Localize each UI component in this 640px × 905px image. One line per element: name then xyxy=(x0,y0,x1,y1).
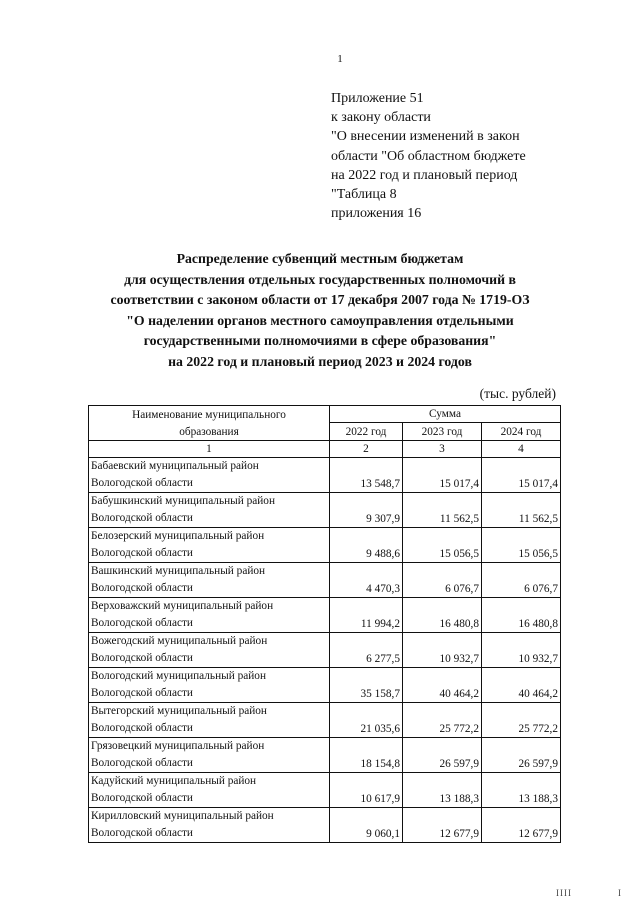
amount-cell-2024: 40 464,2 xyxy=(482,668,561,703)
annex-line: на 2022 год и плановый период xyxy=(331,167,518,183)
table-row xyxy=(89,668,561,703)
title-line: соответствии с законом области от 17 декабря 2007 года № 1719-ОЗ xyxy=(110,292,530,308)
amount-cell-2024: 15 017,4 xyxy=(482,458,561,493)
table-row xyxy=(89,808,561,843)
table-row xyxy=(89,773,561,808)
annex-line: области "Об областном бюджете xyxy=(331,148,526,164)
subvention-table xyxy=(88,405,561,843)
title-line: Распределение субвенций местным бюджетам xyxy=(176,251,464,266)
amount-cell-2023: 15 056,5 xyxy=(403,528,482,563)
annex-header xyxy=(331,89,621,223)
amount-cell-2024: 11 562,5 xyxy=(482,493,561,528)
title-line: на 2022 год и плановый период 2023 и 2024 годов xyxy=(168,353,472,369)
municipality-name-line: Вологодской области xyxy=(91,722,193,734)
municipality-name-line: Вологодской области xyxy=(91,582,193,594)
table-row xyxy=(89,703,561,738)
municipality-name-line: Грязовецкий муниципальный район xyxy=(91,740,265,752)
municipality-name-line: Вологодской области xyxy=(91,792,193,804)
amount-cell-2024: 15 056,5 xyxy=(482,528,561,563)
municipality-name-line: Вологодской области xyxy=(91,687,193,699)
name-header-line: образования xyxy=(179,425,239,438)
column-number: 3 xyxy=(403,441,482,458)
municipality-name-cell xyxy=(89,493,330,528)
amount-cell-2024: 10 932,7 xyxy=(482,633,561,668)
municipality-name-line: Вологодской области xyxy=(91,757,193,769)
column-number: 2 xyxy=(330,441,403,458)
annex-line: "О внесении изменений в закон xyxy=(331,129,520,145)
document-title xyxy=(60,249,580,373)
amount-cell-2022: 9 307,9 xyxy=(330,493,403,528)
amount-cell-2023: 12 677,9 xyxy=(403,808,482,843)
column-number: 4 xyxy=(482,441,561,458)
name-column-header xyxy=(89,406,330,441)
municipality-name-cell xyxy=(89,808,330,843)
amount-cell-2023: 26 597,9 xyxy=(403,738,482,773)
amount-cell-2023: 16 480,8 xyxy=(403,598,482,633)
year-header: 2022 год xyxy=(330,423,403,441)
annex-line: "Таблица 8 xyxy=(331,187,397,203)
municipality-name-line: Вожегодский муниципальный район xyxy=(91,635,268,647)
municipality-name-cell xyxy=(89,738,330,773)
municipality-name-cell xyxy=(89,598,330,633)
table-row xyxy=(89,458,561,493)
amount-cell-2024: 12 677,9 xyxy=(482,808,561,843)
municipality-name-cell xyxy=(89,773,330,808)
municipality-name-cell xyxy=(89,458,330,493)
annex-line: Приложение 51 xyxy=(331,91,424,106)
annex-line: приложения 16 xyxy=(331,206,422,222)
municipality-name-line: Вологодской области xyxy=(91,512,193,524)
amount-cell-2022: 6 277,5 xyxy=(330,633,403,668)
municipality-name-line: Вашкинский муниципальный район xyxy=(91,565,266,577)
amount-cell-2024: 25 772,2 xyxy=(482,703,561,738)
municipality-name-line: Бабушкинский муниципальный район xyxy=(91,495,275,507)
amount-cell-2023: 6 076,7 xyxy=(403,563,482,598)
title-line: "О наделении органов местного самоуправления отдельными xyxy=(126,312,514,328)
amount-cell-2024: 6 076,7 xyxy=(482,563,561,598)
municipality-name-line: Вологодской области xyxy=(91,547,193,559)
page-number: 1 xyxy=(337,53,343,65)
amount-cell-2024: 26 597,9 xyxy=(482,738,561,773)
municipality-name-cell xyxy=(89,703,330,738)
table-row xyxy=(89,528,561,563)
municipality-name-line: Бабаевский муниципальный район xyxy=(91,460,259,472)
amount-cell-2022: 21 035,6 xyxy=(330,703,403,738)
sum-column-header: Сумма xyxy=(330,406,561,423)
units-label: (тыс. рублей) xyxy=(479,386,556,401)
amount-cell-2022: 4 470,3 xyxy=(330,563,403,598)
municipality-name-line: Вологодской области xyxy=(91,827,193,839)
municipality-name-line: Белозерский муниципальный район xyxy=(91,530,265,542)
annex-line: к закону области xyxy=(331,110,431,126)
year-header: 2023 год xyxy=(403,423,482,441)
amount-cell-2022: 9 488,6 xyxy=(330,528,403,563)
municipality-name-cell xyxy=(89,563,330,598)
amount-cell-2024: 16 480,8 xyxy=(482,598,561,633)
table-row xyxy=(89,493,561,528)
amount-cell-2023: 11 562,5 xyxy=(403,493,482,528)
table-row xyxy=(89,633,561,668)
amount-cell-2023: 13 188,3 xyxy=(403,773,482,808)
column-number: 1 xyxy=(89,441,330,458)
year-header: 2024 год xyxy=(482,423,561,441)
footer-mark: I xyxy=(618,888,622,898)
footer-mark: IIII xyxy=(556,888,572,898)
amount-cell-2023: 25 772,2 xyxy=(403,703,482,738)
table-row xyxy=(89,563,561,598)
amount-cell-2024: 13 188,3 xyxy=(482,773,561,808)
amount-cell-2023: 40 464,2 xyxy=(403,668,482,703)
municipality-name-cell xyxy=(89,633,330,668)
amount-cell-2022: 35 158,7 xyxy=(330,668,403,703)
municipality-name-line: Вологодской области xyxy=(91,617,193,629)
amount-cell-2023: 15 017,4 xyxy=(403,458,482,493)
table-row xyxy=(89,598,561,633)
municipality-name-line: Кадуйский муниципальный район xyxy=(91,775,257,787)
municipality-name-line: Верховажский муниципальный район xyxy=(91,600,274,612)
title-line: для осуществления отдельных государственных полномочий в xyxy=(124,271,516,287)
name-header-line: Наименование муниципального xyxy=(132,409,286,421)
municipality-name-line: Вытегорский муниципальный район xyxy=(91,705,267,717)
municipality-name-line: Вологодской области xyxy=(91,652,193,664)
title-line: государственными полномочиями в сфере образования" xyxy=(143,333,497,349)
amount-cell-2022: 10 617,9 xyxy=(330,773,403,808)
amount-cell-2022: 9 060,1 xyxy=(330,808,403,843)
municipality-name-cell xyxy=(89,528,330,563)
amount-cell-2022: 13 548,7 xyxy=(330,458,403,493)
amount-cell-2023: 10 932,7 xyxy=(403,633,482,668)
municipality-name-cell xyxy=(89,668,330,703)
municipality-name-line: Вологодский муниципальный район xyxy=(91,670,266,682)
amount-cell-2022: 11 994,2 xyxy=(330,598,403,633)
amount-cell-2022: 18 154,8 xyxy=(330,738,403,773)
table-row xyxy=(89,738,561,773)
municipality-name-line: Кирилловский муниципальный район xyxy=(91,810,274,822)
municipality-name-line: Вологодской области xyxy=(91,477,193,489)
